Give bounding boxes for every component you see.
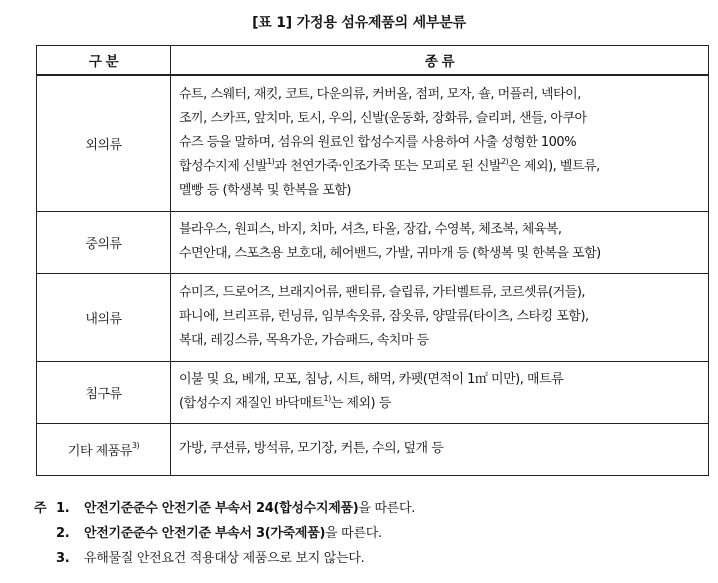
footnote-marker: 2) — [501, 156, 509, 166]
footnote-text: 을 따른다. — [358, 501, 416, 516]
types-cell — [171, 361, 709, 423]
table-row — [37, 273, 709, 361]
table-header-row — [37, 46, 709, 76]
category-cell: 내의류 — [37, 273, 171, 361]
table-row — [37, 361, 709, 423]
footnote-item — [34, 496, 415, 521]
types-line: 과 천연가죽·인조가죽 또는 모피로 된 신발 — [274, 159, 502, 175]
types-line: 블라우스, 원피스, 바지, 치마, 셔츠, 타올, 장갑, 수영복, 체조복, 체육복, — [179, 222, 562, 237]
footnote-bold-text: 안전기준준수 안전기준 부속서 3(가죽제품) — [84, 526, 326, 541]
footnote-item — [34, 546, 415, 571]
types-cell — [171, 273, 709, 361]
table-title: [표 1] 가정용 섬유제품의 세부분류 — [252, 15, 466, 31]
header-types: 종 류 — [171, 46, 709, 76]
types-line: 은 제외), 벨트류, — [508, 159, 600, 175]
footnote-text: 유해물질 안전요건 적용대상 제품으로 보지 않는다. — [84, 551, 365, 566]
category-cell: 침구류 — [37, 361, 171, 423]
types-line: 조끼, 스카프, 앞치마, 토시, 우의, 신발(운동화, 장화류, 슬리퍼, 샌들, 아쿠아 — [179, 111, 587, 127]
types-cell — [171, 211, 709, 273]
category-label: 기타 제품류 — [67, 443, 132, 459]
table-row — [37, 75, 709, 211]
footnotes — [34, 496, 415, 571]
category-cell: 중의류 — [37, 211, 171, 273]
category-cell: 외의류 — [37, 75, 171, 211]
types-line: (합성수지 재질인 바닥매트 — [179, 396, 324, 411]
types-cell — [171, 75, 709, 211]
classification-table — [36, 45, 709, 476]
types-line: 파니에, 브리프류, 런닝류, 임부속옷류, 잠옷류, 양말류(타이츠, 스타킹 포함), — [179, 309, 589, 324]
types-line: 복대, 레깅스류, 목욕가운, 가슴패드, 속치마 등 — [179, 333, 429, 348]
footnote-item — [34, 521, 415, 546]
header-category: 구 분 — [37, 46, 171, 76]
footnote-bold-text: 안전기준준수 안전기준 부속서 24(합성수지제품) — [84, 501, 359, 516]
types-line: 수면안대, 스포츠용 보호대, 헤어밴드, 가발, 귀마개 등 (학생복 및 한복을 포함) — [179, 246, 601, 261]
footnote-marker: 1) — [267, 156, 275, 166]
types-line: 멜빵 등 (학생복 및 한복을 포함) — [179, 183, 352, 199]
footnote-number: 3. — [56, 551, 70, 566]
types-line: 슈즈 등을 말하며, 섬유의 원료인 합성수지를 사용하여 사출 성형한 100% — [179, 135, 577, 151]
footnote-number: 1. — [56, 501, 70, 516]
types-line: 슈트, 스웨터, 재킷, 코트, 다운의류, 커버올, 점퍼, 모자, 숄, 머플러, 넥타이, — [179, 87, 581, 103]
footnote-number: 2. — [56, 526, 70, 541]
footnote-marker: 3) — [131, 441, 140, 451]
types-line: 슈미즈, 드로어즈, 브래지어류, 팬티류, 슬립류, 가터벨트류, 코르셋류(거들), — [179, 285, 586, 300]
footnote-prefix: 주 — [34, 501, 47, 516]
types-cell — [171, 423, 709, 475]
footnote-marker: 1) — [323, 393, 331, 403]
table-row — [37, 211, 709, 273]
types-line: 이불 및 요, 베개, 모포, 침낭, 시트, 해먹, 카펫(면적이 1㎡ 미만), 매트류 — [179, 372, 564, 387]
types-line: 가방, 쿠션류, 방석류, 모기장, 커튼, 수의, 덮개 등 — [179, 441, 444, 456]
types-line: 는 제외) 등 — [330, 396, 391, 411]
footnote-text: 을 따른다. — [325, 526, 382, 541]
category-cell — [37, 423, 171, 475]
types-line: 합성수지제 신발 — [179, 159, 268, 175]
table-row — [37, 423, 709, 475]
